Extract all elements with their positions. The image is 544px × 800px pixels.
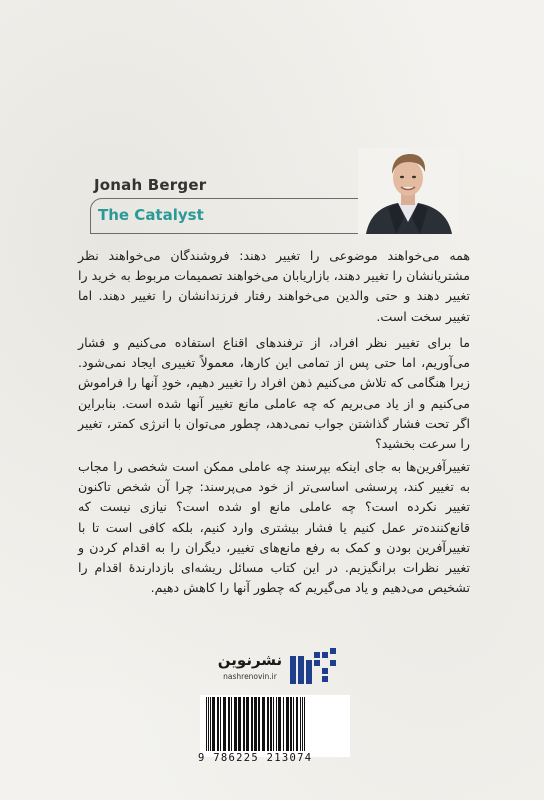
isbn-number: 9 786225 213074 — [198, 752, 313, 764]
description-paragraph — [78, 457, 470, 598]
book-title: The Catalyst — [98, 206, 204, 224]
isbn-barcode — [200, 695, 350, 757]
paragraph-text: ما برای تغییر نظر افراد، از ترفندهای اقناع استفاده می‌کنیم و فشار می‌آوریم، اما حتی پس از تمامی این کارها، معمولاً تغییری ایجاد نمی‌شود. زیرا هنگامی که تلاش می‌کنیم ذهن افراد را تغییر دهیم، خودِ آنها را فراموش می‌کنیم و از یاد می‌بریم که چه عاملی مانع تغییر آنها شده است. بنابراین اگر تحت فشار گذاشتن جواب نمی‌دهد، چطور می‌توان با انرژی کمتر، تغییر را سرعت بخشید؟ — [78, 335, 470, 452]
paragraph-text: همه می‌خواهند موضوعی را تغییر دهند: فروشندگان می‌خواهند نظر مشتریانشان را تغییر دهند، بازاریابان می‌خواهند تصمیمات مربوط به خرید را تغییر دهند و حتی والدین می‌خواهند رفتار فرزندانشان را تغییر دهند. اما تغییر سخت است. — [78, 248, 470, 324]
description-paragraph — [78, 246, 470, 327]
description-paragraph — [78, 333, 470, 454]
publisher-name: نشرنوین — [217, 651, 283, 669]
publisher-url: nashrenovin.ir — [223, 672, 277, 681]
paragraph-text: تغییرآفرین‌ها به جای اینکه بپرسند چه عاملی ممکن است شخصی را مجاب به تغییر کند، پرسشی اساسی‌تر از خود می‌پرسند: چرا آن شخص تاکنون تغییر نکرده است؟ چه عاملی مانع او شده است؟ نیازی نیست که قانع‌کننده‌تر عمل کنیم یا فشار بیشتری وارد کنیم، بلکه کافی است تا با تغییرآفرین بودن و کمک به رفع مانع‌های تغییر، دیگران را به اقدام کردن و تغییر نظرات برانگیزیم. در این کتاب مسائل ریشه‌ای بازدارندهٔ اقدام را تشخیص می‌دهیم و یاد می‌گیریم که چطور آنها را کاهش دهیم. — [78, 459, 470, 596]
author-name: Jonah Berger — [94, 176, 207, 194]
author-photo — [358, 148, 458, 234]
